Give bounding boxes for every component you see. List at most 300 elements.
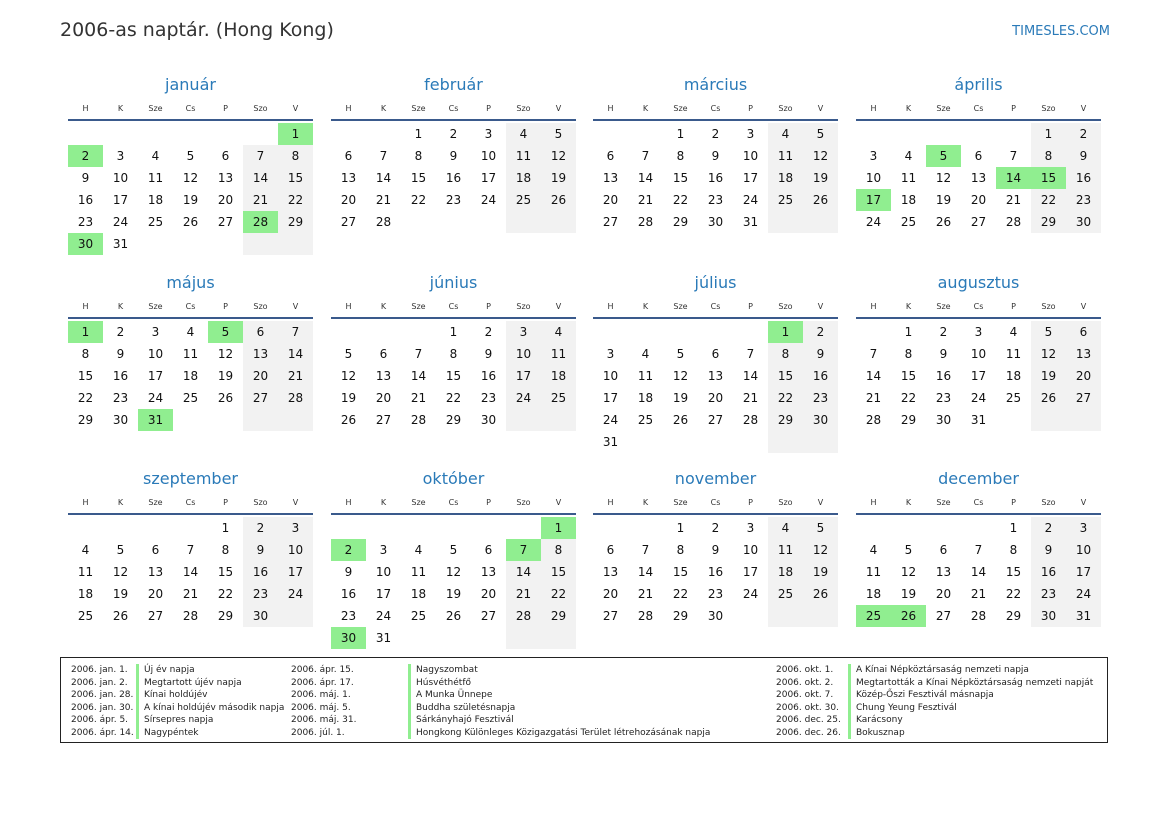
day-cell: 14 bbox=[865, 369, 882, 383]
weekday-label: K bbox=[380, 302, 387, 311]
day-cell: 13 bbox=[970, 171, 987, 185]
day-cell: 23 bbox=[1066, 189, 1101, 211]
weekday-label: P bbox=[1011, 104, 1016, 113]
brand-link[interactable]: TIMESLES.COM bbox=[1012, 24, 1110, 39]
day-cell: 9 bbox=[1066, 145, 1101, 167]
legend-row bbox=[291, 677, 710, 690]
day-cell: 1 bbox=[676, 127, 685, 141]
day-cell: 2 bbox=[1031, 517, 1066, 539]
day-cell: 29 bbox=[541, 605, 576, 627]
empty-cell bbox=[366, 321, 401, 343]
day-cell: 1 bbox=[449, 325, 458, 339]
month-name: szeptember bbox=[142, 469, 238, 488]
page-title: 2006-as naptár. (Hong Kong) bbox=[60, 19, 334, 41]
empty-cell bbox=[541, 211, 576, 233]
holiday-date: 2006. júl. 1. bbox=[291, 727, 345, 738]
day-cell: 3 bbox=[278, 517, 313, 539]
day-cell: 21 bbox=[970, 587, 987, 601]
month-name: október bbox=[422, 469, 485, 488]
empty-cell bbox=[278, 409, 313, 431]
empty-cell bbox=[173, 409, 208, 431]
holiday-day-cell: 15 bbox=[1031, 167, 1066, 189]
empty-cell bbox=[628, 321, 663, 343]
weekday-label: P bbox=[748, 498, 753, 507]
day-cell: 6 bbox=[221, 149, 230, 163]
weekday-label: K bbox=[380, 104, 387, 113]
month-calendar bbox=[593, 468, 838, 627]
legend-row bbox=[71, 702, 284, 715]
day-cell: 13 bbox=[375, 369, 392, 383]
day-cell: 31 bbox=[970, 413, 987, 427]
day-cell: 12 bbox=[340, 369, 357, 383]
day-cell: 16 bbox=[480, 369, 497, 383]
empty-cell bbox=[331, 123, 366, 145]
day-cell: 2 bbox=[449, 127, 458, 141]
empty-cell bbox=[506, 627, 541, 649]
day-cell: 7 bbox=[869, 347, 878, 361]
holiday-marker bbox=[848, 727, 851, 740]
day-cell: 4 bbox=[151, 149, 160, 163]
day-cell: 30 bbox=[707, 609, 724, 623]
weekday-label: Cs bbox=[448, 498, 459, 507]
weekday-label: Szo bbox=[778, 302, 793, 311]
day-cell: 1 bbox=[1031, 123, 1066, 145]
holiday-day-cell: 30 bbox=[331, 627, 366, 649]
day-cell: 22 bbox=[217, 587, 234, 601]
day-cell: 13 bbox=[602, 565, 619, 579]
empty-cell bbox=[68, 123, 103, 145]
day-cell: 22 bbox=[768, 387, 803, 409]
holiday-name: Közép-Őszi Fesztivál másnapja bbox=[856, 690, 994, 700]
month-calendar bbox=[68, 74, 313, 255]
weekday-label: H bbox=[607, 104, 614, 113]
day-cell: 23 bbox=[77, 215, 94, 229]
day-cell: 18 bbox=[410, 587, 427, 601]
weekday-label: P bbox=[223, 498, 228, 507]
month-calendar bbox=[856, 468, 1101, 627]
month-calendar bbox=[68, 272, 313, 431]
holiday-day-cell: 2 bbox=[68, 145, 103, 167]
empty-cell bbox=[436, 627, 471, 649]
holiday-date: 2006. jan. 28. bbox=[71, 690, 134, 700]
day-cell: 16 bbox=[1031, 561, 1066, 583]
weekday-label: H bbox=[607, 302, 614, 311]
day-cell: 13 bbox=[602, 171, 619, 185]
day-cell: 21 bbox=[243, 189, 278, 211]
day-cell: 9 bbox=[484, 347, 493, 361]
day-cell: 14 bbox=[278, 343, 313, 365]
empty-cell bbox=[996, 409, 1031, 431]
holiday-date: 2006. jan. 2. bbox=[71, 677, 128, 688]
day-cell: 2 bbox=[243, 517, 278, 539]
day-cell: 16 bbox=[1066, 167, 1101, 189]
empty-cell bbox=[401, 321, 436, 343]
holiday-day-cell: 1 bbox=[541, 517, 576, 539]
holiday-day-cell: 2 bbox=[331, 539, 366, 561]
holiday-marker bbox=[136, 677, 139, 690]
day-cell: 7 bbox=[641, 543, 650, 557]
weekday-header bbox=[593, 101, 838, 121]
weekday-label: V bbox=[1080, 104, 1087, 113]
day-cell: 7 bbox=[414, 347, 423, 361]
holiday-marker bbox=[408, 677, 411, 690]
empty-cell bbox=[663, 431, 698, 453]
empty-cell bbox=[506, 211, 541, 233]
day-cell: 4 bbox=[186, 325, 195, 339]
day-cell: 27 bbox=[707, 413, 724, 427]
day-cell: 24 bbox=[375, 609, 392, 623]
day-cell: 13 bbox=[147, 565, 164, 579]
month-calendar bbox=[593, 74, 838, 233]
empty-cell bbox=[103, 123, 138, 145]
empty-cell bbox=[891, 123, 926, 145]
day-cell: 18 bbox=[541, 365, 576, 387]
day-cell: 22 bbox=[672, 587, 689, 601]
day-cell: 5 bbox=[449, 543, 458, 557]
day-cell: 4 bbox=[768, 123, 803, 145]
day-cell: 14 bbox=[506, 561, 541, 583]
holiday-name: Sírsepres napja bbox=[144, 715, 214, 725]
day-cell: 1 bbox=[1009, 521, 1018, 535]
day-cell: 13 bbox=[935, 565, 952, 579]
day-cell: 16 bbox=[243, 561, 278, 583]
day-cell: 10 bbox=[742, 149, 759, 163]
day-cell: 30 bbox=[480, 413, 497, 427]
day-cell: 27 bbox=[602, 609, 619, 623]
weekday-label: K bbox=[905, 498, 912, 507]
day-cell: 26 bbox=[1031, 387, 1066, 409]
weekday-label: Cs bbox=[973, 498, 984, 507]
weekday-label: Sze bbox=[936, 104, 951, 113]
day-cell: 14 bbox=[742, 369, 759, 383]
empty-cell bbox=[173, 233, 208, 255]
day-cell: 10 bbox=[480, 149, 497, 163]
day-cell: 6 bbox=[606, 543, 615, 557]
weekday-label: H bbox=[82, 104, 89, 113]
weekday-header bbox=[856, 101, 1101, 121]
holiday-day-cell: 25 bbox=[856, 605, 891, 627]
legend-row bbox=[71, 714, 284, 727]
day-cell: 6 bbox=[379, 347, 388, 361]
day-cell: 11 bbox=[541, 343, 576, 365]
weekday-label: V bbox=[1080, 498, 1087, 507]
day-grid bbox=[331, 321, 576, 431]
day-cell: 10 bbox=[970, 347, 987, 361]
empty-cell bbox=[926, 123, 961, 145]
day-cell: 13 bbox=[707, 369, 724, 383]
holiday-date: 2006. jan. 1. bbox=[71, 665, 128, 675]
holiday-marker bbox=[848, 714, 851, 727]
day-cell: 19 bbox=[803, 167, 838, 189]
empty-cell bbox=[856, 123, 891, 145]
day-cell: 31 bbox=[375, 631, 392, 645]
legend-row bbox=[71, 664, 284, 677]
day-cell: 13 bbox=[340, 171, 357, 185]
day-cell: 21 bbox=[637, 587, 654, 601]
empty-cell bbox=[401, 627, 436, 649]
empty-cell bbox=[243, 409, 278, 431]
day-cell: 28 bbox=[637, 609, 654, 623]
day-cell: 6 bbox=[606, 149, 615, 163]
day-cell: 6 bbox=[711, 347, 720, 361]
day-grid bbox=[856, 321, 1101, 431]
day-cell: 8 bbox=[1009, 543, 1018, 557]
holiday-name: Hongkong Különleges Közigazgatási Terület létrehozásának napja bbox=[416, 727, 711, 738]
holiday-day-cell: 14 bbox=[996, 167, 1031, 189]
day-cell: 27 bbox=[243, 387, 278, 409]
day-cell: 6 bbox=[974, 149, 983, 163]
empty-cell bbox=[768, 605, 803, 627]
day-cell: 10 bbox=[506, 343, 541, 365]
day-cell: 7 bbox=[746, 347, 755, 361]
holiday-day-cell: 28 bbox=[243, 211, 278, 233]
weekday-label: K bbox=[905, 104, 912, 113]
day-cell: 29 bbox=[217, 609, 234, 623]
holiday-name: Bokusznap bbox=[856, 727, 905, 738]
empty-cell bbox=[173, 123, 208, 145]
empty-cell bbox=[733, 431, 768, 453]
day-cell: 22 bbox=[541, 583, 576, 605]
weekday-label: Sze bbox=[936, 498, 951, 507]
day-cell: 17 bbox=[742, 565, 759, 579]
month-calendar bbox=[68, 468, 313, 627]
day-cell: 17 bbox=[278, 561, 313, 583]
empty-cell bbox=[436, 211, 471, 233]
day-cell: 23 bbox=[340, 609, 357, 623]
day-cell: 3 bbox=[506, 321, 541, 343]
holiday-date: 2006. jan. 30. bbox=[71, 702, 134, 713]
day-cell: 10 bbox=[742, 543, 759, 557]
day-cell: 25 bbox=[1005, 391, 1022, 405]
empty-cell bbox=[366, 123, 401, 145]
holiday-date: 2006. dec. 26. bbox=[776, 727, 841, 738]
weekday-header bbox=[68, 299, 313, 319]
month-name: december bbox=[938, 469, 1019, 488]
holiday-name: Buddha születésnapja bbox=[416, 702, 516, 713]
holiday-date: 2006. okt. 2. bbox=[776, 677, 834, 688]
holiday-date: 2006. ápr. 14. bbox=[71, 727, 134, 738]
weekday-label: P bbox=[1011, 302, 1016, 311]
empty-cell bbox=[768, 431, 803, 453]
day-cell: 16 bbox=[803, 365, 838, 387]
day-grid bbox=[68, 321, 313, 431]
day-cell: 13 bbox=[243, 343, 278, 365]
holiday-name: Karácsony bbox=[856, 715, 903, 725]
empty-cell bbox=[138, 517, 173, 539]
day-cell: 22 bbox=[672, 193, 689, 207]
day-cell: 7 bbox=[974, 543, 983, 557]
day-cell: 2 bbox=[711, 521, 720, 535]
day-cell: 28 bbox=[506, 605, 541, 627]
day-cell: 18 bbox=[182, 369, 199, 383]
empty-cell bbox=[698, 321, 733, 343]
month-calendar bbox=[331, 74, 576, 233]
weekday-label: Sze bbox=[411, 302, 426, 311]
day-cell: 12 bbox=[445, 565, 462, 579]
weekday-label: H bbox=[607, 498, 614, 507]
day-cell: 22 bbox=[410, 193, 427, 207]
holiday-day-cell: 7 bbox=[506, 539, 541, 561]
day-cell: 17 bbox=[1066, 561, 1101, 583]
empty-cell bbox=[926, 517, 961, 539]
empty-cell bbox=[698, 431, 733, 453]
day-cell: 11 bbox=[147, 171, 164, 185]
day-cell: 13 bbox=[480, 565, 497, 579]
day-cell: 4 bbox=[904, 149, 913, 163]
day-cell: 1 bbox=[676, 521, 685, 535]
empty-cell bbox=[243, 233, 278, 255]
day-cell: 23 bbox=[1031, 583, 1066, 605]
day-cell: 19 bbox=[445, 587, 462, 601]
day-cell: 25 bbox=[506, 189, 541, 211]
day-cell: 4 bbox=[869, 543, 878, 557]
day-cell: 5 bbox=[676, 347, 685, 361]
empty-cell bbox=[733, 321, 768, 343]
day-cell: 29 bbox=[768, 409, 803, 431]
day-cell: 18 bbox=[865, 587, 882, 601]
holiday-name: Kínai holdújév bbox=[144, 690, 208, 700]
holiday-name: Új év napja bbox=[144, 665, 195, 675]
day-cell: 9 bbox=[243, 539, 278, 561]
day-cell: 24 bbox=[742, 587, 759, 601]
holiday-legend bbox=[60, 657, 1108, 743]
empty-cell bbox=[208, 409, 243, 431]
day-cell: 9 bbox=[1031, 539, 1066, 561]
day-cell: 24 bbox=[112, 215, 129, 229]
day-cell: 17 bbox=[375, 587, 392, 601]
day-cell: 20 bbox=[340, 193, 357, 207]
empty-cell bbox=[506, 409, 541, 431]
day-cell: 22 bbox=[77, 391, 94, 405]
day-cell: 23 bbox=[803, 387, 838, 409]
day-cell: 5 bbox=[1031, 321, 1066, 343]
legend-row bbox=[291, 714, 710, 727]
empty-cell bbox=[996, 123, 1031, 145]
day-cell: 24 bbox=[970, 391, 987, 405]
day-cell: 19 bbox=[935, 193, 952, 207]
weekday-header bbox=[331, 101, 576, 121]
empty-cell bbox=[103, 517, 138, 539]
weekday-label: V bbox=[817, 498, 824, 507]
day-cell: 17 bbox=[602, 391, 619, 405]
day-cell: 14 bbox=[970, 565, 987, 579]
day-cell: 18 bbox=[77, 587, 94, 601]
weekday-label: Szo bbox=[253, 498, 268, 507]
day-cell: 28 bbox=[375, 215, 392, 229]
day-cell: 9 bbox=[939, 347, 948, 361]
empty-cell bbox=[436, 517, 471, 539]
empty-cell bbox=[856, 517, 891, 539]
day-cell: 28 bbox=[865, 413, 882, 427]
day-cell: 3 bbox=[869, 149, 878, 163]
day-cell: 23 bbox=[935, 391, 952, 405]
holiday-date: 2006. ápr. 15. bbox=[291, 665, 354, 675]
day-cell: 17 bbox=[112, 193, 129, 207]
day-cell: 10 bbox=[602, 369, 619, 383]
day-cell: 28 bbox=[278, 387, 313, 409]
day-cell: 4 bbox=[541, 321, 576, 343]
weekday-label: K bbox=[642, 498, 649, 507]
day-cell: 29 bbox=[672, 215, 689, 229]
day-cell: 29 bbox=[672, 609, 689, 623]
day-cell: 2 bbox=[939, 325, 948, 339]
day-cell: 5 bbox=[344, 347, 353, 361]
day-cell: 8 bbox=[1031, 145, 1066, 167]
weekday-label: K bbox=[117, 498, 124, 507]
day-cell: 24 bbox=[480, 193, 497, 207]
day-cell: 11 bbox=[506, 145, 541, 167]
weekday-label: P bbox=[748, 302, 753, 311]
empty-cell bbox=[1031, 409, 1066, 431]
holiday-marker bbox=[136, 714, 139, 727]
day-cell: 27 bbox=[602, 215, 619, 229]
holiday-name: Nagypéntek bbox=[144, 727, 199, 738]
day-cell: 24 bbox=[1066, 583, 1101, 605]
weekday-label: H bbox=[870, 498, 877, 507]
day-cell: 21 bbox=[742, 391, 759, 405]
day-cell: 2 bbox=[803, 321, 838, 343]
weekday-label: Sze bbox=[673, 302, 688, 311]
weekday-label: P bbox=[486, 498, 491, 507]
day-cell: 22 bbox=[1031, 189, 1066, 211]
day-cell: 29 bbox=[278, 211, 313, 233]
day-cell: 21 bbox=[637, 193, 654, 207]
empty-cell bbox=[803, 605, 838, 627]
holiday-name: Nagyszombat bbox=[416, 665, 478, 675]
day-cell: 27 bbox=[480, 609, 497, 623]
weekday-label: V bbox=[817, 302, 824, 311]
holiday-day-cell: 1 bbox=[768, 321, 803, 343]
empty-cell bbox=[803, 431, 838, 453]
weekday-label: P bbox=[486, 302, 491, 311]
day-cell: 27 bbox=[375, 413, 392, 427]
empty-cell bbox=[278, 605, 313, 627]
day-cell: 31 bbox=[602, 435, 619, 449]
empty-cell bbox=[593, 123, 628, 145]
day-cell: 31 bbox=[1066, 605, 1101, 627]
day-cell: 17 bbox=[147, 369, 164, 383]
day-cell: 14 bbox=[182, 565, 199, 579]
day-cell: 16 bbox=[935, 369, 952, 383]
day-cell: 18 bbox=[147, 193, 164, 207]
day-cell: 29 bbox=[1005, 609, 1022, 623]
holiday-day-cell: 1 bbox=[278, 123, 313, 145]
day-cell: 20 bbox=[602, 587, 619, 601]
holiday-name: Chung Yeung Fesztivál bbox=[856, 702, 957, 713]
day-cell: 12 bbox=[672, 369, 689, 383]
weekday-label: H bbox=[345, 302, 352, 311]
day-cell: 31 bbox=[742, 215, 759, 229]
weekday-label: V bbox=[555, 104, 562, 113]
legend-column bbox=[291, 664, 710, 739]
holiday-name: A kínai holdújév második napja bbox=[144, 702, 285, 713]
day-cell: 6 bbox=[1066, 321, 1101, 343]
day-cell: 28 bbox=[970, 609, 987, 623]
day-cell: 6 bbox=[344, 149, 353, 163]
empty-cell bbox=[173, 517, 208, 539]
day-cell: 5 bbox=[803, 123, 838, 145]
day-grid bbox=[593, 123, 838, 233]
day-cell: 14 bbox=[637, 171, 654, 185]
day-cell: 9 bbox=[344, 565, 353, 579]
day-cell: 23 bbox=[707, 587, 724, 601]
day-cell: 9 bbox=[81, 171, 90, 185]
legend-row bbox=[776, 677, 1093, 690]
holiday-marker bbox=[136, 727, 139, 740]
day-cell: 7 bbox=[278, 321, 313, 343]
day-cell: 3 bbox=[116, 149, 125, 163]
day-cell: 13 bbox=[1066, 343, 1101, 365]
